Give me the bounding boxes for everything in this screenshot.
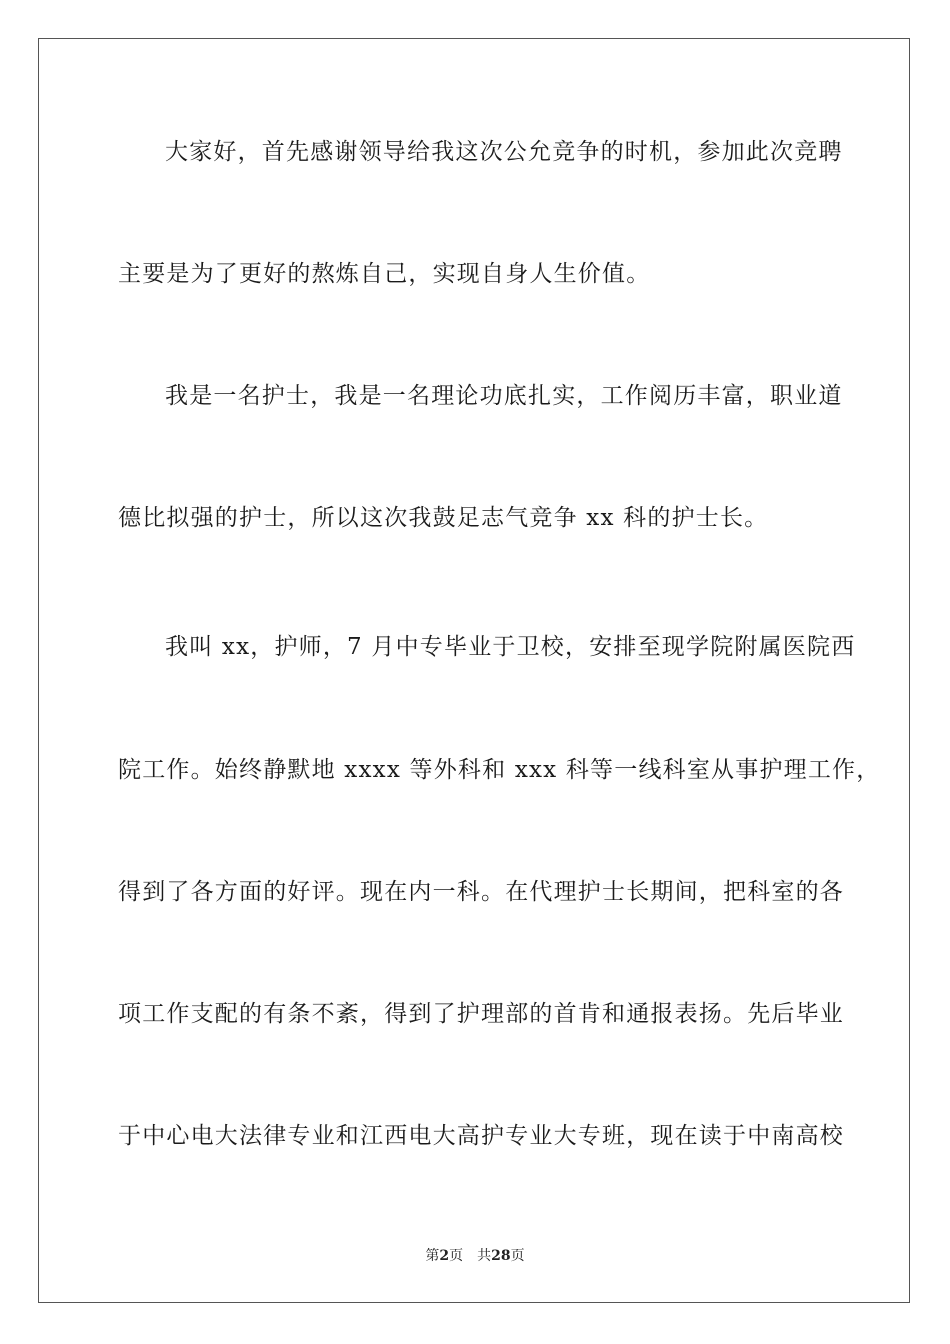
- total-unit: 页: [510, 1248, 525, 1264]
- paragraph-line-7: 得到了各方面的好评。现在内一科。在代理护士长期间，把科室的各: [118, 879, 844, 905]
- paragraph-line-5: 我叫 xx，护师，7 月中专毕业于卫校，安排至现学院附属医院西: [165, 634, 856, 660]
- page-border: [38, 38, 910, 1303]
- paragraph-line-4: 德比拟强的护士，所以这次我鼓足志气竞争 xx 科的护士长。: [118, 505, 769, 531]
- paragraph-line-2: 主要是为了更好的熬炼自己，实现自身人生价值。: [118, 261, 651, 287]
- current-page-number: 2: [439, 1248, 450, 1264]
- total-prefix: 共: [477, 1248, 492, 1264]
- paragraph-line-1: 大家好，首先感谢领导给我这次公允竞争的时机，参加此次竞聘: [165, 139, 843, 165]
- paragraph-line-9: 于中心电大法律专业和江西电大高护专业大专班，现在读于中南高校: [118, 1123, 844, 1149]
- page-prefix: 第: [425, 1248, 440, 1264]
- paragraph-line-3: 我是一名护士，我是一名理论功底扎实，工作阅历丰富，职业道: [165, 383, 843, 409]
- paragraph-line-6: 院工作。始终静默地 xxxx 等外科和 xxx 科等一线科室从事护理工作，: [118, 757, 881, 783]
- page-unit: 页: [449, 1248, 464, 1264]
- paragraph-line-8: 项工作支配的有条不紊，得到了护理部的首肯和通报表扬。先后毕业: [118, 1001, 844, 1027]
- total-page-count: 28: [491, 1248, 511, 1264]
- page-footer: [0, 1247, 950, 1265]
